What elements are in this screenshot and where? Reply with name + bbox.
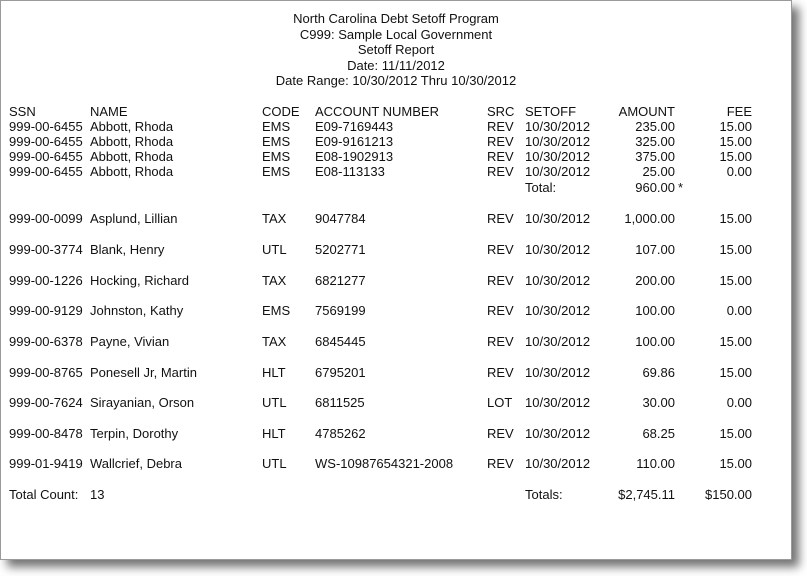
row-fee: 0.00 xyxy=(726,303,752,318)
col-amount: AMOUNT xyxy=(618,104,675,119)
row-ssn: 999-00-0099 xyxy=(9,211,83,226)
row-fee: 15.00 xyxy=(719,242,752,257)
row-name: Wallcrief, Debra xyxy=(90,456,182,471)
row-name: Johnston, Kathy xyxy=(90,303,184,318)
row-code: HLT xyxy=(262,365,286,380)
col-src: SRC xyxy=(487,104,515,119)
row-setoff: 10/30/2012 xyxy=(525,273,591,288)
row-account: 6845445 xyxy=(315,334,366,349)
col-account: ACCOUNT NUMBER xyxy=(315,104,439,119)
row-amount: 30.00 xyxy=(642,395,675,410)
row-code: EMS xyxy=(262,164,291,179)
row-amount: 375.00 xyxy=(635,149,675,164)
row-ssn: 999-00-6455 xyxy=(9,164,83,179)
row-fee: 15.00 xyxy=(719,365,752,380)
row-ssn: 999-00-8478 xyxy=(9,426,83,441)
row-account: 4785262 xyxy=(315,426,366,441)
row-amount: 200.00 xyxy=(635,273,675,288)
row-src: LOT xyxy=(487,395,513,410)
row-code: TAX xyxy=(262,273,287,288)
amount-total: $2,745.11 xyxy=(618,487,675,502)
row-setoff: 10/30/2012 xyxy=(525,395,591,410)
row-amount: 110.00 xyxy=(636,456,675,471)
row-setoff: 10/30/2012 xyxy=(525,211,591,226)
col-fee: FEE xyxy=(726,104,752,119)
row-name: Asplund, Lillian xyxy=(90,211,178,226)
row-account: E09-7169443 xyxy=(315,119,394,134)
row-amount: 25.00 xyxy=(642,164,675,179)
row-name: Terpin, Dorothy xyxy=(90,426,179,441)
fee-total: $150.00 xyxy=(705,487,752,502)
col-ssn: SSN xyxy=(9,104,36,119)
row-account: WS-10987654321-2008 xyxy=(315,456,454,471)
row-src: REV xyxy=(487,119,514,134)
row-fee: 0.00 xyxy=(726,395,752,410)
col-setoff: SETOFF xyxy=(525,104,577,119)
total-count-label: Total Count: xyxy=(9,487,79,502)
row-setoff: 10/30/2012 xyxy=(525,242,591,257)
row-code: EMS xyxy=(262,303,291,318)
row-ssn: 999-00-7624 xyxy=(9,395,83,410)
row-name: Payne, Vivian xyxy=(90,334,170,349)
row-amount: 235.00 xyxy=(635,119,675,134)
row-account: 6795201 xyxy=(315,365,366,380)
row-account: 6811525 xyxy=(315,395,365,410)
row-name: Abbott, Rhoda xyxy=(90,119,174,134)
row-name: Abbott, Rhoda xyxy=(90,134,174,149)
row-setoff: 10/30/2012 xyxy=(525,456,591,471)
row-ssn: 999-00-6455 xyxy=(9,134,83,149)
government-name: C999: Sample Local Government xyxy=(299,26,493,42)
row-ssn: 999-00-6455 xyxy=(9,149,83,164)
row-setoff: 10/30/2012 xyxy=(525,334,591,349)
row-name: Abbott, Rhoda xyxy=(90,164,174,179)
row-name: Ponesell Jr, Martin xyxy=(90,365,197,380)
row-code: UTL xyxy=(262,395,287,410)
row-src: REV xyxy=(487,303,514,318)
row-fee: 15.00 xyxy=(719,273,752,288)
row-fee: 15.00 xyxy=(719,211,752,226)
row-src: REV xyxy=(487,456,514,471)
row-src: REV xyxy=(487,134,514,149)
row-amount: 100.00 xyxy=(635,303,675,318)
row-ssn: 999-00-3774 xyxy=(9,242,83,257)
row-amount: 107.00 xyxy=(635,242,675,257)
row-account: E08-1902913 xyxy=(315,149,394,164)
row-account: E09-9161213 xyxy=(315,134,394,149)
row-setoff: 10/30/2012 xyxy=(525,149,591,164)
row-code: HLT xyxy=(262,426,286,441)
totals-label: Totals: xyxy=(525,487,563,502)
row-ssn: 999-01-9419 xyxy=(9,456,83,471)
row-fee: 15.00 xyxy=(719,426,752,441)
row-setoff: 10/30/2012 xyxy=(525,365,591,380)
row-setoff: 10/30/2012 xyxy=(525,119,591,134)
group-total-marker: * xyxy=(678,180,684,195)
row-code: UTL xyxy=(262,242,287,257)
row-setoff: 10/30/2012 xyxy=(525,134,591,149)
row-name: Blank, Henry xyxy=(90,242,165,257)
row-ssn: 999-00-9129 xyxy=(9,303,83,318)
row-name: Abbott, Rhoda xyxy=(90,149,174,164)
row-amount: 1,000.00 xyxy=(624,211,675,226)
row-amount: 100.00 xyxy=(635,334,675,349)
row-ssn: 999-00-6378 xyxy=(9,334,83,349)
row-fee: 15.00 xyxy=(719,134,752,149)
row-ssn: 999-00-6455 xyxy=(9,119,83,134)
row-ssn: 999-00-1226 xyxy=(9,273,83,288)
row-account: 7569199 xyxy=(315,303,366,318)
row-code: EMS xyxy=(262,149,291,164)
row-code: EMS xyxy=(262,119,291,134)
report-title: Setoff Report xyxy=(357,42,435,58)
row-fee: 15.00 xyxy=(719,119,752,134)
row-fee: 0.00 xyxy=(726,164,752,179)
row-src: REV xyxy=(487,334,514,349)
row-amount: 325.00 xyxy=(635,134,675,149)
row-name: Hocking, Richard xyxy=(90,273,189,288)
row-code: TAX xyxy=(262,211,287,226)
row-name: Sirayanian, Orson xyxy=(90,395,195,410)
row-fee: 15.00 xyxy=(719,456,752,471)
row-account: 9047784 xyxy=(315,211,366,226)
row-fee: 15.00 xyxy=(719,334,752,349)
row-account: 6821277 xyxy=(315,273,366,288)
total-count: 13 xyxy=(90,487,105,502)
row-setoff: 10/30/2012 xyxy=(525,164,591,179)
group-total-amount: 960.00 xyxy=(635,180,675,195)
row-code: EMS xyxy=(262,134,291,149)
row-src: REV xyxy=(487,365,514,380)
row-src: REV xyxy=(487,273,514,288)
program-title: North Carolina Debt Setoff Program xyxy=(293,11,499,26)
row-src: REV xyxy=(487,211,514,226)
row-setoff: 10/30/2012 xyxy=(525,426,591,441)
row-src: REV xyxy=(487,164,514,179)
row-ssn: 999-00-8765 xyxy=(9,365,83,380)
group-total-label: Total: xyxy=(525,180,557,195)
row-account: E08-113133 xyxy=(315,164,385,179)
row-src: REV xyxy=(487,426,514,441)
report-date: Date: 11/11/2012 xyxy=(347,57,445,73)
row-src: REV xyxy=(487,149,514,164)
report-header xyxy=(1,11,791,89)
row-amount: 69.86 xyxy=(642,365,675,380)
row-account: 5202771 xyxy=(315,242,366,257)
row-setoff: 10/30/2012 xyxy=(525,303,591,318)
col-name: NAME xyxy=(90,104,128,119)
row-src: REV xyxy=(487,242,514,257)
row-fee: 15.00 xyxy=(719,149,752,164)
col-code: CODE xyxy=(262,104,300,119)
row-code: TAX xyxy=(262,334,287,349)
row-code: UTL xyxy=(262,456,287,471)
row-amount: 68.25 xyxy=(642,426,675,441)
date-range: Date Range: 10/30/2012 Thru 10/30/2012 xyxy=(275,73,517,89)
